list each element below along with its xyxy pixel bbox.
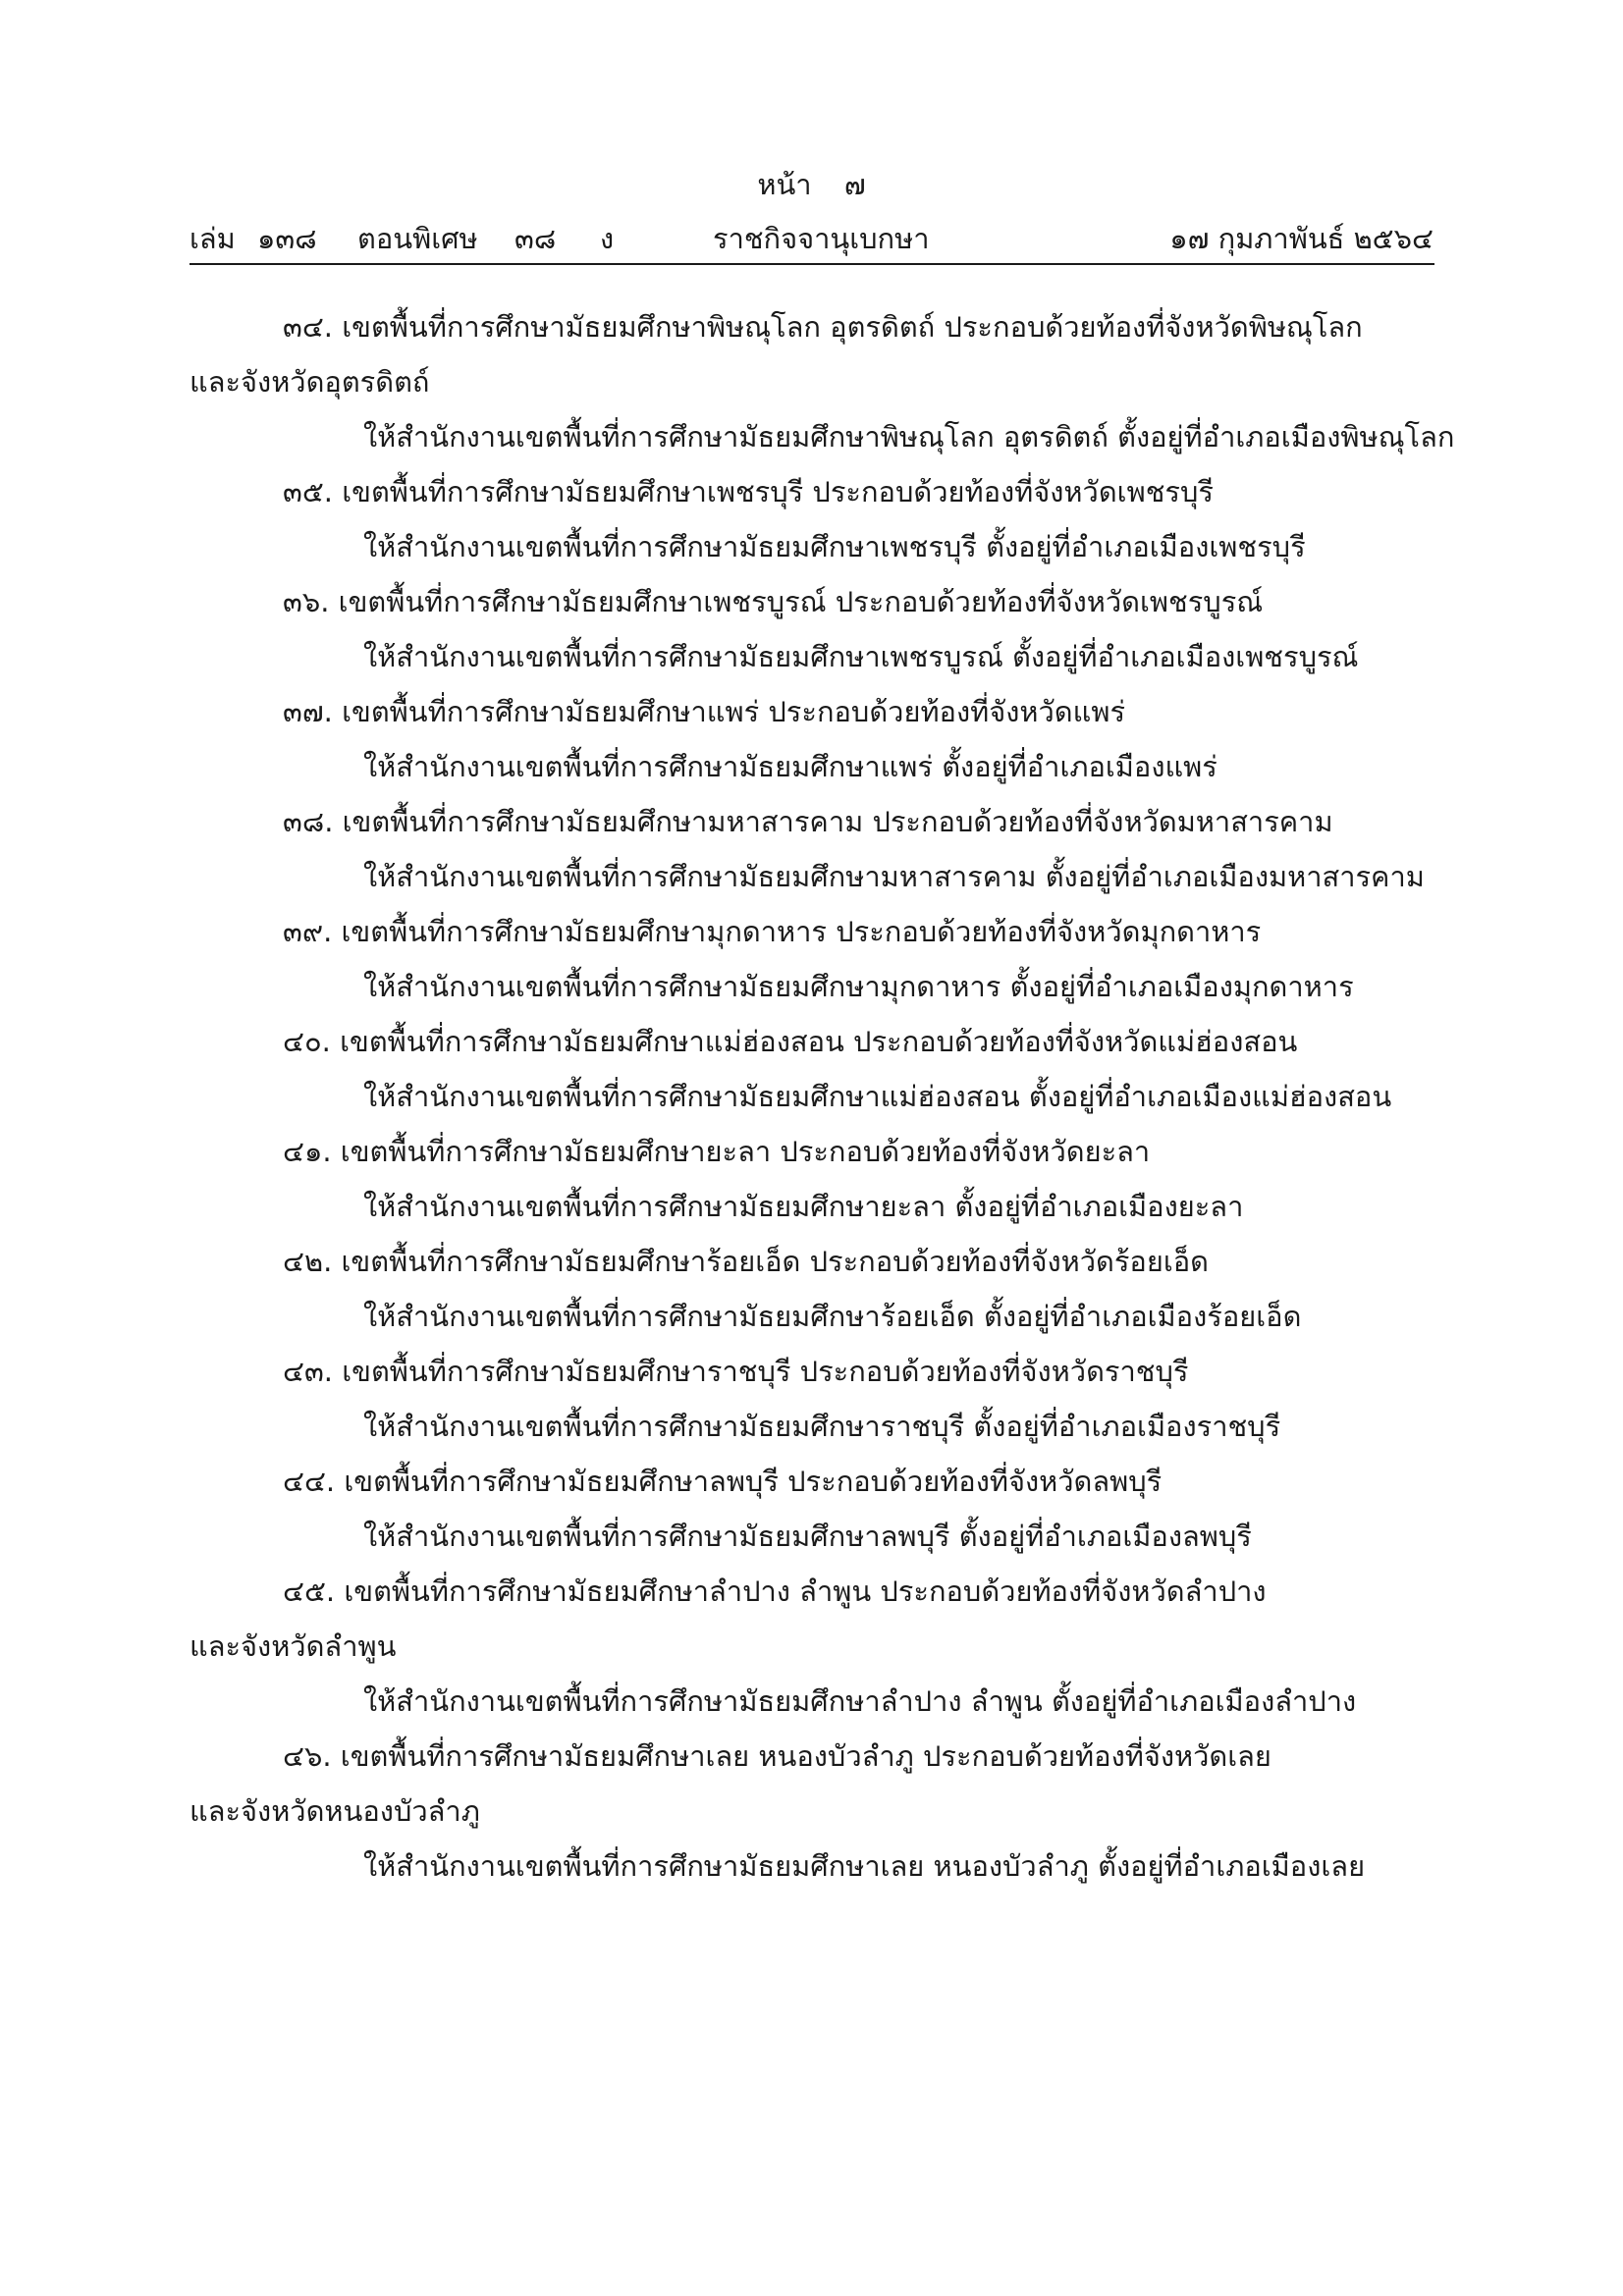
issue-date: ๑๗ กุมภาพันธ์ ๒๕๖๔ — [1169, 222, 1434, 255]
entry-number: ๔๑. — [283, 1135, 332, 1168]
entry-number: ๓๗. — [283, 695, 333, 728]
zone-text: เขตพื้นที่การศึกษามัธยมศึกษาแม่ฮ่องสอน ประกอบด้วยท้องที่จังหวัดแม่ฮ่องสอน — [340, 1025, 1298, 1058]
list-item — [189, 574, 1434, 684]
zone-line — [189, 464, 1434, 519]
zone-continuation: และจังหวัดหนองบัวลำภู — [189, 1794, 480, 1828]
page-number-value: ๗ — [843, 168, 866, 201]
list-item — [189, 1729, 1434, 1894]
zone-line — [189, 1124, 1434, 1179]
office-location: ให้สำนักงานเขตพื้นที่การศึกษามัธยมศึกษาราชบุรี ตั้งอยู่ที่อำเภอเมืองราชบุรี — [363, 1410, 1281, 1443]
office-location: ให้สำนักงานเขตพื้นที่การศึกษามัธยมศึกษาเพชรบูรณ์ ตั้งอยู่ที่อำเภอเมืองเพชรบูรณ์ — [363, 640, 1359, 673]
section-label: ตอนพิเศษ — [357, 222, 478, 255]
list-item — [189, 684, 1434, 794]
running-header — [189, 218, 1434, 259]
list-item — [189, 904, 1434, 1014]
zone-line — [189, 684, 1434, 739]
zone-line — [189, 299, 1434, 354]
list-item — [189, 1564, 1434, 1729]
list-item — [189, 1344, 1434, 1454]
office-location: ให้สำนักงานเขตพื้นที่การศึกษามัธยมศึกษาลำปาง ลำพูน ตั้งอยู่ที่อำเภอเมืองลำปาง — [363, 1684, 1357, 1718]
zone-text: เขตพื้นที่การศึกษามัธยมศึกษาเพชรบูรณ์ ประกอบด้วยท้องที่จังหวัดเพชรบูรณ์ — [338, 585, 1264, 618]
entry-number: ๓๙. — [283, 915, 333, 948]
section-letter: ง — [600, 222, 615, 255]
volume-label: เล่ม — [189, 222, 236, 255]
zone-line — [189, 1344, 1434, 1399]
zone-continuation: และจังหวัดลำพูน — [189, 1629, 397, 1663]
entries-list — [189, 299, 1455, 1894]
entry-number: ๓๖. — [283, 585, 330, 618]
office-location: ให้สำนักงานเขตพื้นที่การศึกษามัธยมศึกษาร้อยเอ็ด ตั้งอยู่ที่อำเภอเมืองร้อยเอ็ด — [363, 1300, 1302, 1333]
zone-line — [189, 1234, 1434, 1289]
zone-line — [189, 574, 1434, 629]
zone-line — [189, 1454, 1434, 1509]
list-item — [189, 1454, 1434, 1564]
entry-number: ๔๓. — [283, 1355, 333, 1388]
list-item — [189, 1014, 1434, 1124]
office-location: ให้สำนักงานเขตพื้นที่การศึกษามัธยมศึกษาเลย หนองบัวลำภู ตั้งอยู่ที่อำเภอเมืองเลย — [363, 1849, 1366, 1883]
volume-number: ๑๓๘ — [257, 222, 317, 255]
zone-line — [189, 904, 1434, 959]
entry-number: ๓๔. — [283, 310, 333, 344]
zone-line — [189, 1564, 1434, 1619]
zone-text: เขตพื้นที่การศึกษามัธยมศึกษาพิษณุโลก อุตรดิตถ์ ประกอบด้วยท้องที่จังหวัดพิษณุโลก — [342, 310, 1363, 344]
entry-number: ๓๘. — [283, 805, 334, 838]
section-number: ๓๘ — [514, 222, 557, 255]
list-item — [189, 464, 1434, 574]
zone-text: เขตพื้นที่การศึกษามัธยมศึกษาแพร่ ประกอบด้วยท้องที่จังหวัดแพร่ — [342, 695, 1126, 728]
zone-text: เขตพื้นที่การศึกษามัธยมศึกษาเพชรบุรี ประกอบด้วยท้องที่จังหวัดเพชรบุรี — [342, 475, 1214, 508]
entry-number: ๔๒. — [283, 1245, 333, 1278]
zone-line — [189, 1729, 1434, 1784]
office-location: ให้สำนักงานเขตพื้นที่การศึกษามัธยมศึกษาพิษณุโลก อุตรดิตถ์ ตั้งอยู่ที่อำเภอเมืองพิษณุโลก — [363, 420, 1455, 454]
office-location: ให้สำนักงานเขตพื้นที่การศึกษามัธยมศึกษาเพชรบุรี ตั้งอยู่ที่อำเภอเมืองเพชรบุรี — [363, 530, 1306, 563]
page-label: หน้า — [757, 168, 812, 201]
list-item — [189, 1234, 1434, 1344]
zone-line — [189, 794, 1434, 849]
zone-text: เขตพื้นที่การศึกษามัธยมศึกษามุกดาหาร ประกอบด้วยท้องที่จังหวัดมุกดาหาร — [341, 915, 1262, 948]
zone-text: เขตพื้นที่การศึกษามัธยมศึกษามหาสารคาม ประกอบด้วยท้องที่จังหวัดมหาสารคาม — [342, 805, 1333, 838]
entry-number: ๔๕. — [283, 1575, 336, 1608]
gazette-title: ราชกิจจานุเบกษา — [713, 222, 930, 255]
header-rule — [189, 263, 1434, 265]
entry-number: ๔๐. — [283, 1025, 331, 1058]
office-location: ให้สำนักงานเขตพื้นที่การศึกษามัธยมศึกษามุกดาหาร ตั้งอยู่ที่อำเภอเมืองมุกดาหาร — [363, 970, 1354, 1003]
zone-text: เขตพื้นที่การศึกษามัธยมศึกษาราชบุรี ประกอบด้วยท้องที่จังหวัดราชบุรี — [342, 1355, 1189, 1388]
zone-text: เขตพื้นที่การศึกษามัธยมศึกษายะลา ประกอบด้วยท้องที่จังหวัดยะลา — [340, 1135, 1151, 1168]
office-location: ให้สำนักงานเขตพื้นที่การศึกษามัธยมศึกษาแม่ฮ่องสอน ตั้งอยู่ที่อำเภอเมืองแม่ฮ่องสอน — [363, 1080, 1392, 1113]
office-location: ให้สำนักงานเขตพื้นที่การศึกษามัธยมศึกษามหาสารคาม ตั้งอยู่ที่อำเภอเมืองมหาสารคาม — [363, 860, 1425, 893]
zone-line — [189, 1014, 1434, 1069]
list-item — [189, 299, 1455, 464]
zone-text: เขตพื้นที่การศึกษามัธยมศึกษาลำปาง ลำพูน ประกอบด้วยท้องที่จังหวัดลำปาง — [344, 1575, 1267, 1608]
entry-number: ๔๔. — [283, 1465, 336, 1498]
entry-number: ๓๕. — [283, 475, 333, 508]
zone-text: เขตพื้นที่การศึกษามัธยมศึกษาลพบุรี ประกอบด้วยท้องที่จังหวัดลพบุรี — [344, 1465, 1163, 1498]
list-item — [189, 1124, 1434, 1234]
list-item — [189, 794, 1434, 904]
zone-continuation: และจังหวัดอุตรดิตถ์ — [189, 365, 430, 399]
office-location: ให้สำนักงานเขตพื้นที่การศึกษามัธยมศึกษาลพบุรี ตั้งอยู่ที่อำเภอเมืองลพบุรี — [363, 1520, 1252, 1553]
entry-number: ๔๖. — [283, 1739, 332, 1773]
office-location: ให้สำนักงานเขตพื้นที่การศึกษามัธยมศึกษาแพร่ ตั้งอยู่ที่อำเภอเมืองแพร่ — [363, 750, 1217, 783]
office-location: ให้สำนักงานเขตพื้นที่การศึกษามัธยมศึกษายะลา ตั้งอยู่ที่อำเภอเมืองยะลา — [363, 1190, 1244, 1223]
page-number — [0, 165, 1623, 204]
zone-text: เขตพื้นที่การศึกษามัธยมศึกษาเลย หนองบัวลำภู ประกอบด้วยท้องที่จังหวัดเลย — [340, 1739, 1271, 1773]
zone-text: เขตพื้นที่การศึกษามัธยมศึกษาร้อยเอ็ด ประกอบด้วยท้องที่จังหวัดร้อยเอ็ด — [341, 1245, 1209, 1278]
